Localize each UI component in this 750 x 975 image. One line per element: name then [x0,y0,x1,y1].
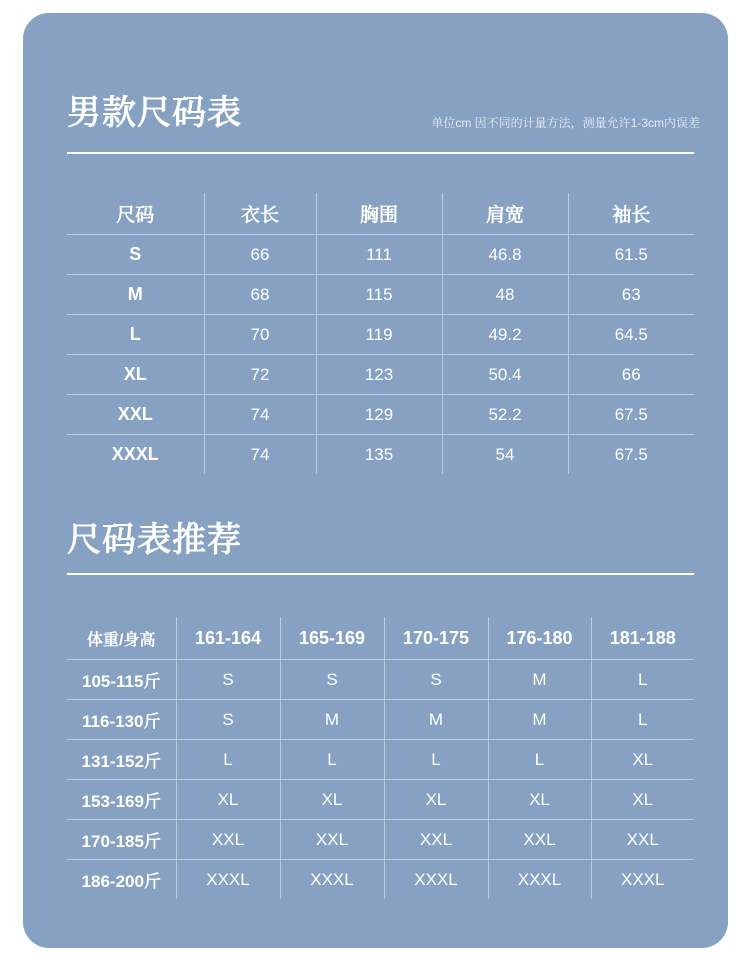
recommended-size: XL [488,780,591,820]
sleeve-value: 63 [568,275,694,315]
recommended-size: M [488,700,591,740]
title-divider [67,152,694,154]
shoulder-value: 54 [442,435,568,475]
chest-value: 119 [316,315,442,355]
recommended-size: XXL [591,820,694,860]
recommended-size: XL [591,780,694,820]
shoulder-value: 50.4 [442,355,568,395]
header-height-range: 161-164 [176,617,280,660]
recommendation-table [67,617,694,899]
table-row [67,860,694,900]
header-height-range: 165-169 [280,617,384,660]
shoulder-value: 48 [442,275,568,315]
header-height-range: 176-180 [488,617,591,660]
recommended-size: L [176,740,280,780]
recommended-size: XXL [488,820,591,860]
size-table-header-row [67,193,694,235]
recommended-size: S [176,660,280,700]
sleeve-value: 67.5 [568,395,694,435]
recommended-size: XXL [384,820,488,860]
recommended-size: L [591,700,694,740]
shoulder-value: 46.8 [442,235,568,275]
length-value: 74 [204,435,316,475]
recommended-size: M [280,700,384,740]
recommended-size: S [176,700,280,740]
size-table [67,193,694,474]
recommended-size: L [488,740,591,780]
recommended-size: XL [176,780,280,820]
size-chart-title: 男款尺码表 [67,94,242,132]
recommended-size: XXL [176,820,280,860]
table-row [67,740,694,780]
sleeve-value: 64.5 [568,315,694,355]
recommended-size: XXXL [488,860,591,900]
size-label: L [67,315,204,355]
weight-range: 116-130斤 [67,700,176,740]
recommended-size: L [384,740,488,780]
weight-range: 186-200斤 [67,860,176,900]
recommended-size: XXXL [176,860,280,900]
table-row [67,435,694,475]
recommendation-header-row [67,617,694,660]
weight-range: 170-185斤 [67,820,176,860]
chest-value: 123 [316,355,442,395]
table-row [67,315,694,355]
recommended-size: XXXL [280,860,384,900]
sleeve-value: 61.5 [568,235,694,275]
sleeve-value: 67.5 [568,435,694,475]
header-height-range: 170-175 [384,617,488,660]
recommended-size: XL [384,780,488,820]
recommended-size: L [280,740,384,780]
table-row [67,355,694,395]
size-label: XXXL [67,435,204,475]
table-row [67,700,694,740]
recommended-size: S [280,660,384,700]
shoulder-value: 49.2 [442,315,568,355]
header-sleeve: 袖长 [568,193,694,235]
header-weight-height: 体重/身高 [87,631,156,649]
table-row [67,275,694,315]
size-label: XXL [67,395,204,435]
recommended-size: M [488,660,591,700]
length-value: 70 [204,315,316,355]
recommended-size: S [384,660,488,700]
header-shoulder: 肩宽 [442,193,568,235]
table-row [67,235,694,275]
chest-value: 135 [316,435,442,475]
length-value: 66 [204,235,316,275]
size-label: S [67,235,204,275]
header-chest: 胸围 [316,193,442,235]
recommended-size: M [384,700,488,740]
size-label: M [67,275,204,315]
length-value: 72 [204,355,316,395]
measurement-note: 单位cm 因不同的计量方法，测量允许1-3cm内误差 [431,116,700,130]
recommended-size: XL [591,740,694,780]
recommended-size: L [591,660,694,700]
weight-range: 105-115斤 [67,660,176,700]
weight-range: 131-152斤 [67,740,176,780]
table-row [67,395,694,435]
header-length: 衣长 [204,193,316,235]
chest-value: 111 [316,235,442,275]
header-height-range: 181-188 [591,617,694,660]
length-value: 68 [204,275,316,315]
shoulder-value: 52.2 [442,395,568,435]
size-label: XL [67,355,204,395]
recommended-size: XXL [280,820,384,860]
table-row [67,660,694,700]
table-row [67,780,694,820]
weight-range: 153-169斤 [67,780,176,820]
recommended-size: XXXL [591,860,694,900]
chest-value: 129 [316,395,442,435]
recommended-size: XL [280,780,384,820]
title-divider [67,573,694,575]
header-size: 尺码 [116,205,155,226]
table-row [67,820,694,860]
length-value: 74 [204,395,316,435]
chest-value: 115 [316,275,442,315]
sleeve-value: 66 [568,355,694,395]
recommendation-title: 尺码表推荐 [67,521,242,559]
recommended-size: XXXL [384,860,488,900]
